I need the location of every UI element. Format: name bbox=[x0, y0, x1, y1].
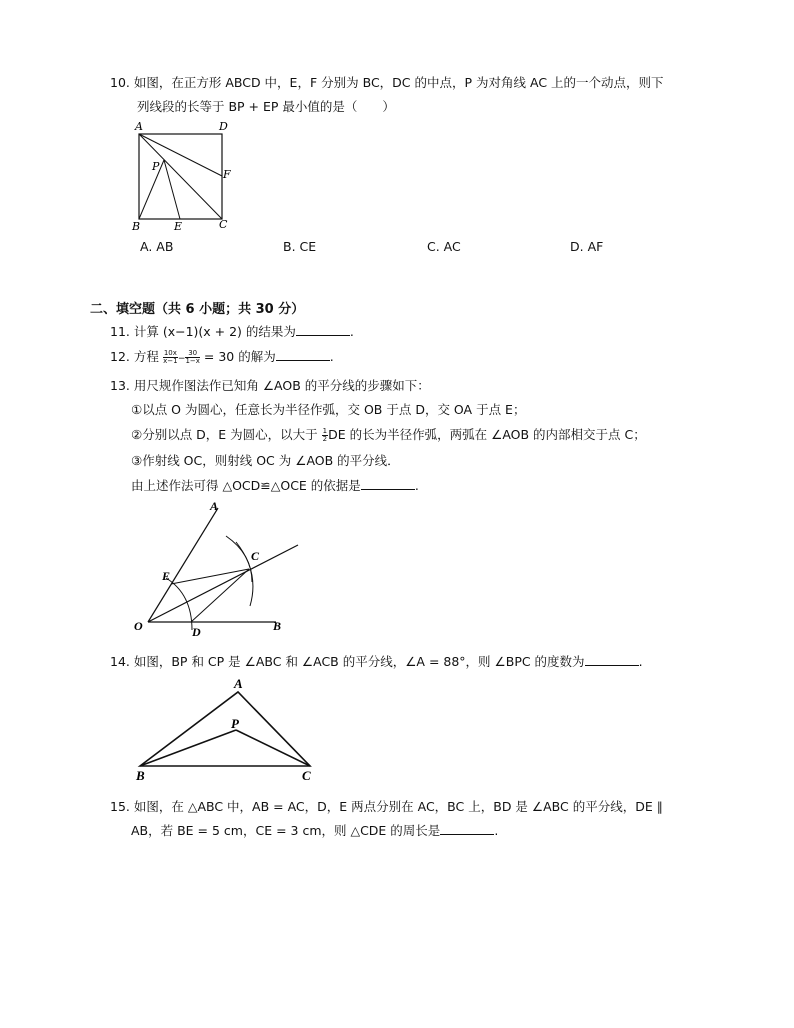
triangle-abc bbox=[140, 692, 310, 766]
q13-step1: ①以点 O 为圆心，任意长为半径作弧，交 OB 于点 D，交 OA 于点 E； bbox=[131, 402, 526, 417]
q10-option-b: B. CE bbox=[283, 239, 317, 254]
q13-label-e: E bbox=[162, 569, 171, 583]
q11-end: . bbox=[349, 324, 354, 339]
q14-label-c: C bbox=[302, 768, 311, 783]
q14-end: . bbox=[638, 654, 643, 669]
q14 bbox=[110, 653, 643, 671]
q13-label-b: B bbox=[273, 619, 282, 633]
q13-step3: ③作射线 OC，则射线 OC 为 ∠AOB 的平分线． bbox=[131, 453, 400, 468]
q13-step2-post: DE 的长为半径作弧，两弧在 ∠AOB 的内部相交于点 C； bbox=[328, 427, 646, 442]
q10-square-figure bbox=[125, 118, 245, 236]
q15-answer-blank[interactable] bbox=[440, 822, 494, 835]
q12-end: . bbox=[329, 349, 334, 364]
q12-answer-blank[interactable] bbox=[276, 348, 330, 361]
q13-angle-bisector-figure bbox=[128, 498, 308, 640]
q14-answer-blank[interactable] bbox=[585, 653, 639, 666]
q14-label-p: P bbox=[231, 716, 239, 731]
segment-bp bbox=[140, 730, 236, 766]
q13-conclusion-text: 由上述作法可得 △OCD≌△OCE 的依据是 bbox=[131, 478, 361, 493]
q11-answer-blank[interactable] bbox=[296, 323, 350, 336]
q14-label-b: B bbox=[136, 768, 145, 783]
q13-step2 bbox=[131, 426, 646, 444]
q10-line1: 10. 如图，在正方形 ABCD 中，E，F 分别为 BC，DC 的中点，P 为对角线 AC 上的一个动点，则下 bbox=[110, 75, 664, 90]
q15-line1: 15. 如图，在 △ABC 中，AB = AC，D，E 两点分别在 AC，BC 上，BD 是 ∠ABC 的平分线，DE ∥ bbox=[110, 799, 663, 814]
q10-label-d: D bbox=[219, 120, 228, 133]
q13-line1: 13. 用尺规作图法作已知角 ∠AOB 的平分线的步骤如下： bbox=[110, 378, 430, 393]
q10-label-b: B bbox=[132, 220, 141, 233]
q10-label-e: E bbox=[174, 220, 183, 233]
q14-text: 14. 如图，BP 和 CP 是 ∠ABC 和 ∠ACB 的平分线，∠A = 88°，则 ∠BPC 的度数为 bbox=[110, 654, 585, 669]
q12 bbox=[110, 348, 334, 368]
q12-post: = 30 的解为 bbox=[203, 349, 276, 364]
segment-cp bbox=[236, 730, 310, 766]
q13-answer-blank[interactable] bbox=[361, 477, 415, 490]
q10-label-c: C bbox=[219, 218, 228, 231]
q12-frac1: $\frac{10x}{x-1}$ bbox=[163, 349, 178, 365]
q15-end: . bbox=[494, 823, 499, 838]
q15-line2 bbox=[131, 822, 498, 840]
q13-label-d: D bbox=[192, 625, 201, 639]
q10-option-c: C. AC bbox=[427, 239, 461, 254]
q13-label-c: C bbox=[251, 549, 260, 563]
q13-label-a: A bbox=[210, 499, 219, 513]
q10-option-d: D. AF bbox=[570, 239, 604, 254]
q10-label-p: P bbox=[152, 160, 160, 173]
q13-label-o: O bbox=[134, 619, 143, 633]
q13-end: . bbox=[414, 478, 419, 493]
q13-step2-pre: ②分别以点 D，E 为圆心，以大于 bbox=[131, 427, 318, 442]
q10-label-a: A bbox=[135, 120, 143, 133]
q11-text: 11. 计算 (x−1)(x + 2) 的结果为 bbox=[110, 324, 296, 339]
q12-pre: 12. 方程 bbox=[110, 349, 159, 364]
segment-ep bbox=[164, 160, 180, 219]
ray-oc bbox=[148, 545, 298, 622]
q10-line2: 列线段的长等于 BP + EP 最小值的是（ ） bbox=[137, 99, 395, 114]
q10-label-f: F bbox=[223, 168, 231, 181]
q12-minus: − bbox=[177, 354, 186, 364]
ray-oa bbox=[148, 508, 218, 622]
q14-triangle-figure bbox=[130, 674, 320, 786]
q15-line2-text: AB，若 BE = 5 cm，CE = 3 cm，则 △CDE 的周长是 bbox=[131, 823, 441, 838]
q12-frac2: $\frac{30}{1-x}$ bbox=[185, 349, 200, 365]
q10-option-a: A. AB bbox=[140, 239, 174, 254]
q14-label-a: A bbox=[234, 676, 243, 691]
diagonal-ac bbox=[139, 134, 222, 219]
q11 bbox=[110, 323, 354, 341]
q13-conclusion bbox=[131, 477, 419, 495]
section-title: 二、填空题（共 6 小题；共 30 分） bbox=[90, 302, 305, 317]
q13-frac: $\frac{1}{2}$ bbox=[322, 427, 328, 443]
